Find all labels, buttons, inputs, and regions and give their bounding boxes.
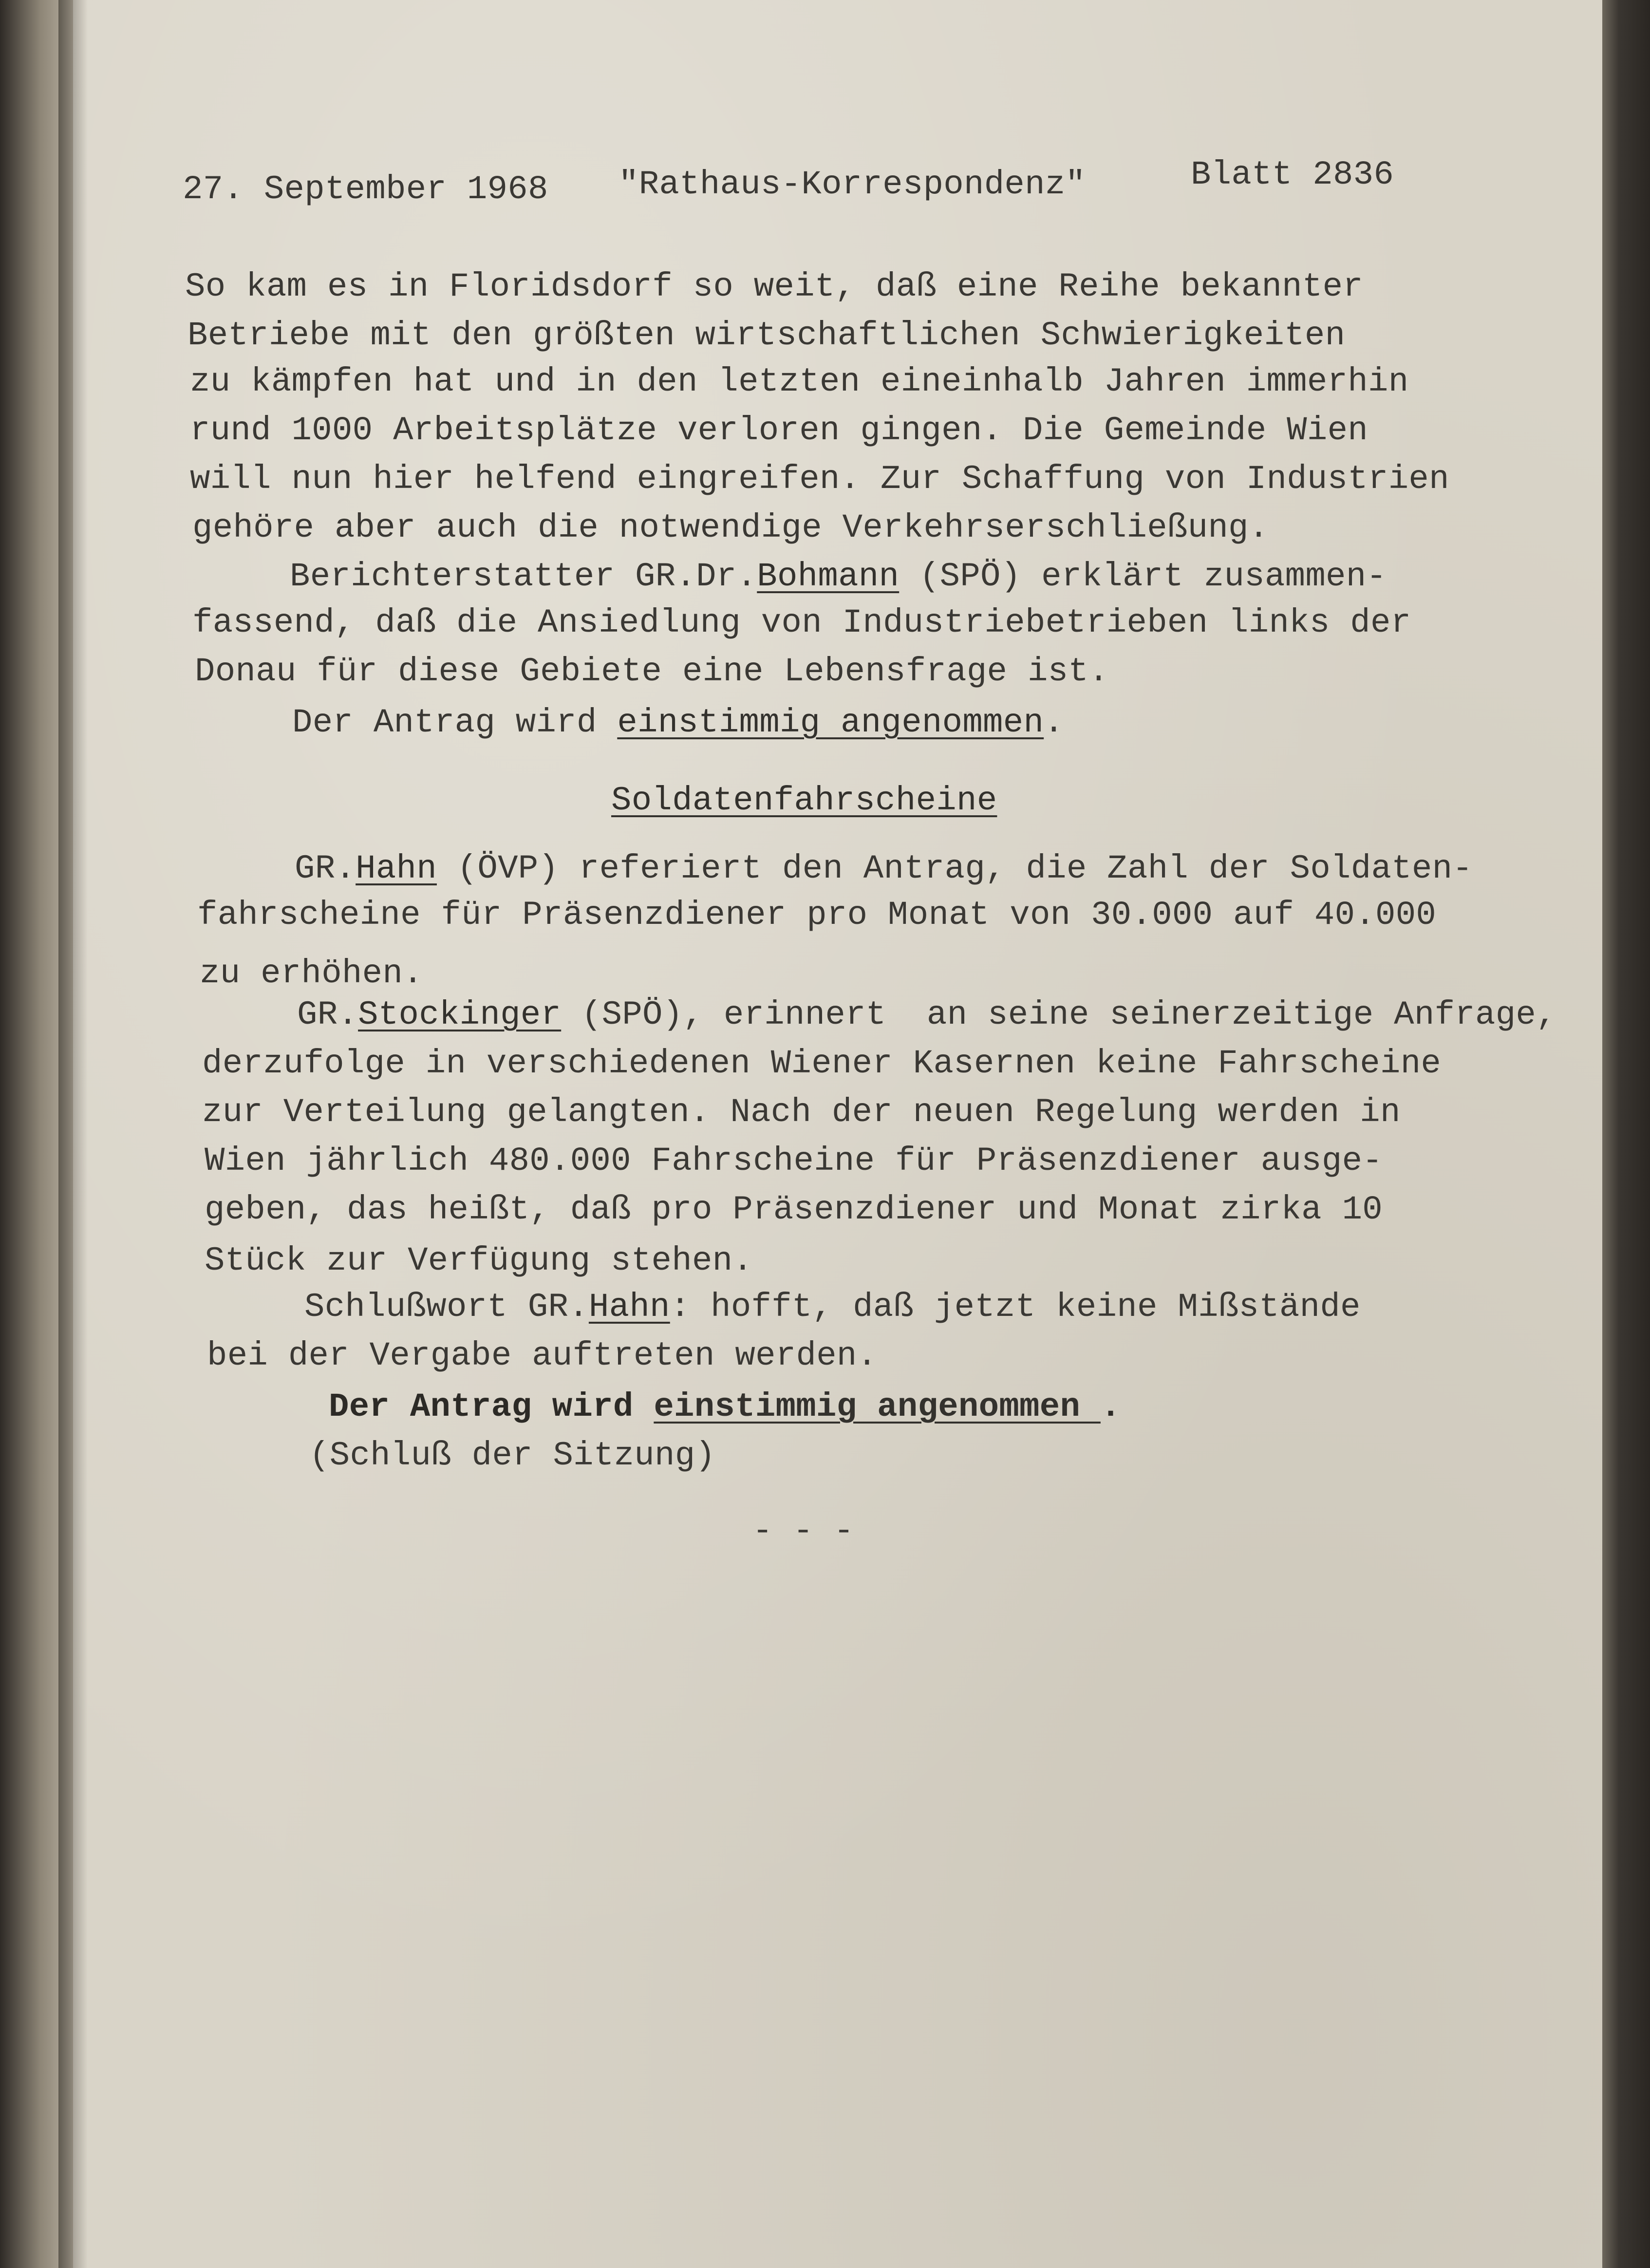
decision-line <box>329 1390 1121 1424</box>
decision-period: . <box>1100 1388 1121 1426</box>
header-date: 27. September 1968 <box>183 170 548 208</box>
body-line: zu erhöhen. <box>200 955 423 993</box>
body-line: fassend, daß die Ansiedlung von Industriebetrieben links der <box>192 604 1411 642</box>
section-heading-text: Soldatenfahrscheine <box>611 782 997 820</box>
body-line: zu kämpfen hat und in den letzten eineinhalb Jahren immerhin <box>190 363 1409 401</box>
reply-suffix: (SPÖ), erinnert an seine seinerzeitige Anfrage, <box>561 996 1556 1034</box>
body-line: gehöre aber auch die notwendige Verkehrserschließung. <box>192 509 1269 547</box>
session-end-note: (Schluß der Sitzung) <box>309 1437 716 1475</box>
decision-line <box>292 706 1064 740</box>
rapporteur-name: Bohmann <box>757 558 900 596</box>
header-sheet-number: Blatt 2836 <box>1191 156 1394 194</box>
body-line: rund 1000 Arbeitsplätze verloren gingen. Die Gemeinde Wien <box>190 412 1368 450</box>
reply-prefix: GR. <box>297 996 358 1034</box>
motion-line <box>295 852 1473 886</box>
decision-prefix: Der Antrag wird <box>329 1388 654 1426</box>
end-mark: - - - <box>752 1512 854 1550</box>
motion-speaker: Hahn <box>356 850 437 888</box>
closing-suffix: : hofft, daß jetzt keine Mißstände <box>670 1288 1361 1326</box>
body-line: Donau für diese Gebiete eine Lebensfrage ist. <box>195 653 1109 691</box>
body-line: Wien jährlich 480.000 Fahrscheine für Präsenzdiener ausge- <box>205 1142 1383 1180</box>
body-line: Stück zur Verfügung stehen. <box>205 1242 753 1280</box>
closing-speaker: Hahn <box>588 1288 670 1326</box>
rapporteur-line <box>290 560 1387 594</box>
reply-speaker: Stockinger <box>358 996 562 1034</box>
body-line: Betriebe mit den größten wirtschaftlichen Schwierigkeiten <box>188 317 1346 355</box>
body-line: So kam es in Floridsdorf so weit, daß eine Reihe bekannter <box>185 268 1363 306</box>
reply-line <box>297 998 1556 1032</box>
decision-result: einstimmig angenommen <box>654 1388 1101 1426</box>
rapporteur-suffix: (SPÖ) erklärt zusammen- <box>899 558 1387 596</box>
decision-period: . <box>1044 704 1064 742</box>
section-heading <box>611 784 997 818</box>
binding-shadow <box>58 0 88 2268</box>
motion-prefix: GR. <box>295 850 356 888</box>
closing-line <box>304 1288 1361 1326</box>
body-line: geben, das heißt, daß pro Präsenzdiener und Monat zirka 10 <box>205 1191 1383 1229</box>
decision-prefix: Der Antrag wird <box>292 704 618 742</box>
page-edge-right <box>1602 0 1650 2268</box>
body-line: bei der Vergabe auftreten werden. <box>207 1337 878 1375</box>
decision-result: einstimmig angenommen <box>617 704 1044 742</box>
header-publication: "Rathaus-Korrespondenz" <box>619 166 1086 204</box>
rapporteur-prefix: Berichterstatter GR.Dr. <box>290 558 757 596</box>
motion-suffix: (ÖVP) referiert den Antrag, die Zahl der Soldaten- <box>436 850 1473 888</box>
body-line: zur Verteilung gelangten. Nach der neuen Regelung werden in <box>202 1093 1401 1131</box>
closing-prefix: Schlußwort GR. <box>304 1288 589 1326</box>
body-line: will nun hier helfend eingreifen. Zur Schaffung von Industrien <box>190 460 1449 498</box>
body-line: derzufolge in verschiedenen Wiener Kasernen keine Fahrscheine <box>202 1045 1442 1083</box>
body-line: fahrscheine für Präsenzdiener pro Monat von 30.000 auf 40.000 <box>197 896 1437 934</box>
